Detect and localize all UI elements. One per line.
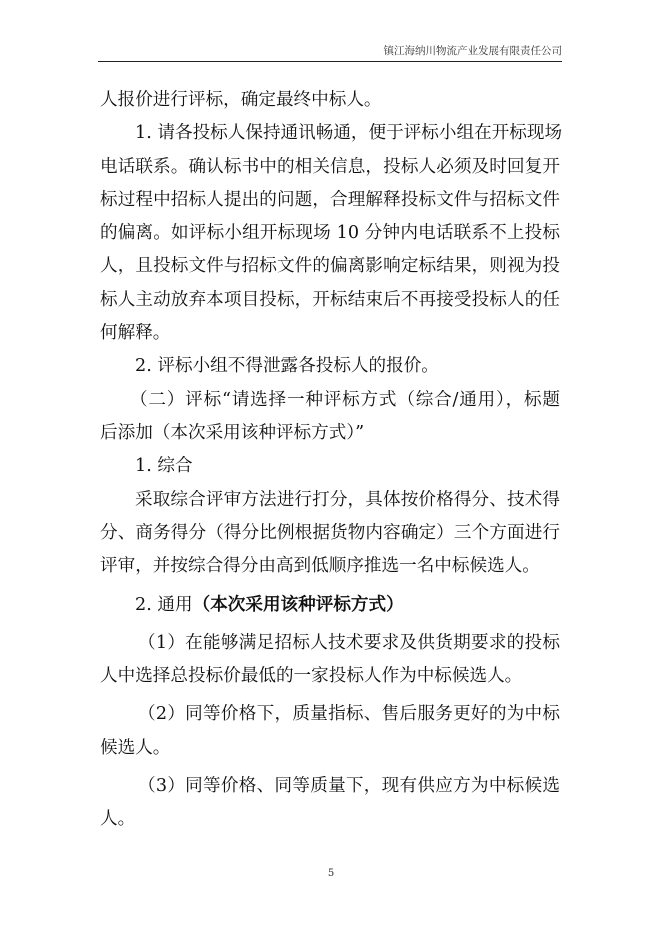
text-line: 标人主动放弃本项目投标，开标结束后不再接受投标人的任 <box>100 289 560 310</box>
text-line: （二）评标“请选择一种评标方式（综合/通用），标题 <box>130 389 560 410</box>
text-line: 人中选择总投标价最低的一家投标人作为中标候选人。 <box>100 666 523 687</box>
text-line: （3）同等价格、同等质量下，现有供应方为中标候选 <box>138 775 560 796</box>
text-line: 人。 <box>100 809 136 830</box>
text-line: 采取综合评审方法进行打分，具体按价格得分、技术得 <box>135 489 560 510</box>
text-line: 后添加（本次采用该种评标方式）” <box>100 422 365 443</box>
text-line: 的偏离。如评标小组开标现场 10 分钟内电话联系不上投标 <box>100 223 560 244</box>
text-line: （1）在能够满足招标人技术要求及供货期要求的投标 <box>138 632 560 653</box>
text-line: 人，且投标文件与招标文件的偏离影响定标结果，则视为投 <box>100 256 560 277</box>
text-line: 候选人。 <box>100 737 171 758</box>
text-line: （2）同等价格下，质量指标、售后服务更好的为中标 <box>138 704 560 725</box>
text-line: 人报价进行评标，确定最终中标人。 <box>100 90 382 110</box>
document-body <box>100 84 563 837</box>
section-heading: 1. 综合 <box>135 456 193 477</box>
text-line: 分、商务得分（得分比例根据货物内容确定）三个方面进行 <box>100 522 560 543</box>
section-heading <box>100 588 560 621</box>
text-line: 评审，并按综合得分由高到低顺序推选一名中标候选人。 <box>100 556 540 577</box>
text-line: 何解释。 <box>100 323 171 344</box>
bold-note: （本次采用该种评标方式） <box>192 594 404 616</box>
heading-text: 2. 通用 <box>135 595 193 616</box>
text-line: 电话联系。确认标书中的相关信息，投标人必须及时回复开 <box>100 156 560 177</box>
header-company-name: 镇江海纳川物流产业发展有限责任公司 <box>383 45 562 57</box>
page-number: 5 <box>327 868 335 879</box>
text-line: 标过程中招标人提出的问题，合理解释投标文件与招标文件 <box>100 189 560 210</box>
text-line: 2. 评标小组不得泄露各投标人的报价。 <box>135 356 439 377</box>
text-line: 1. 请各投标人保持通讯畅通，便于评标小组在开标现场 <box>135 123 563 144</box>
page-header <box>98 42 562 62</box>
